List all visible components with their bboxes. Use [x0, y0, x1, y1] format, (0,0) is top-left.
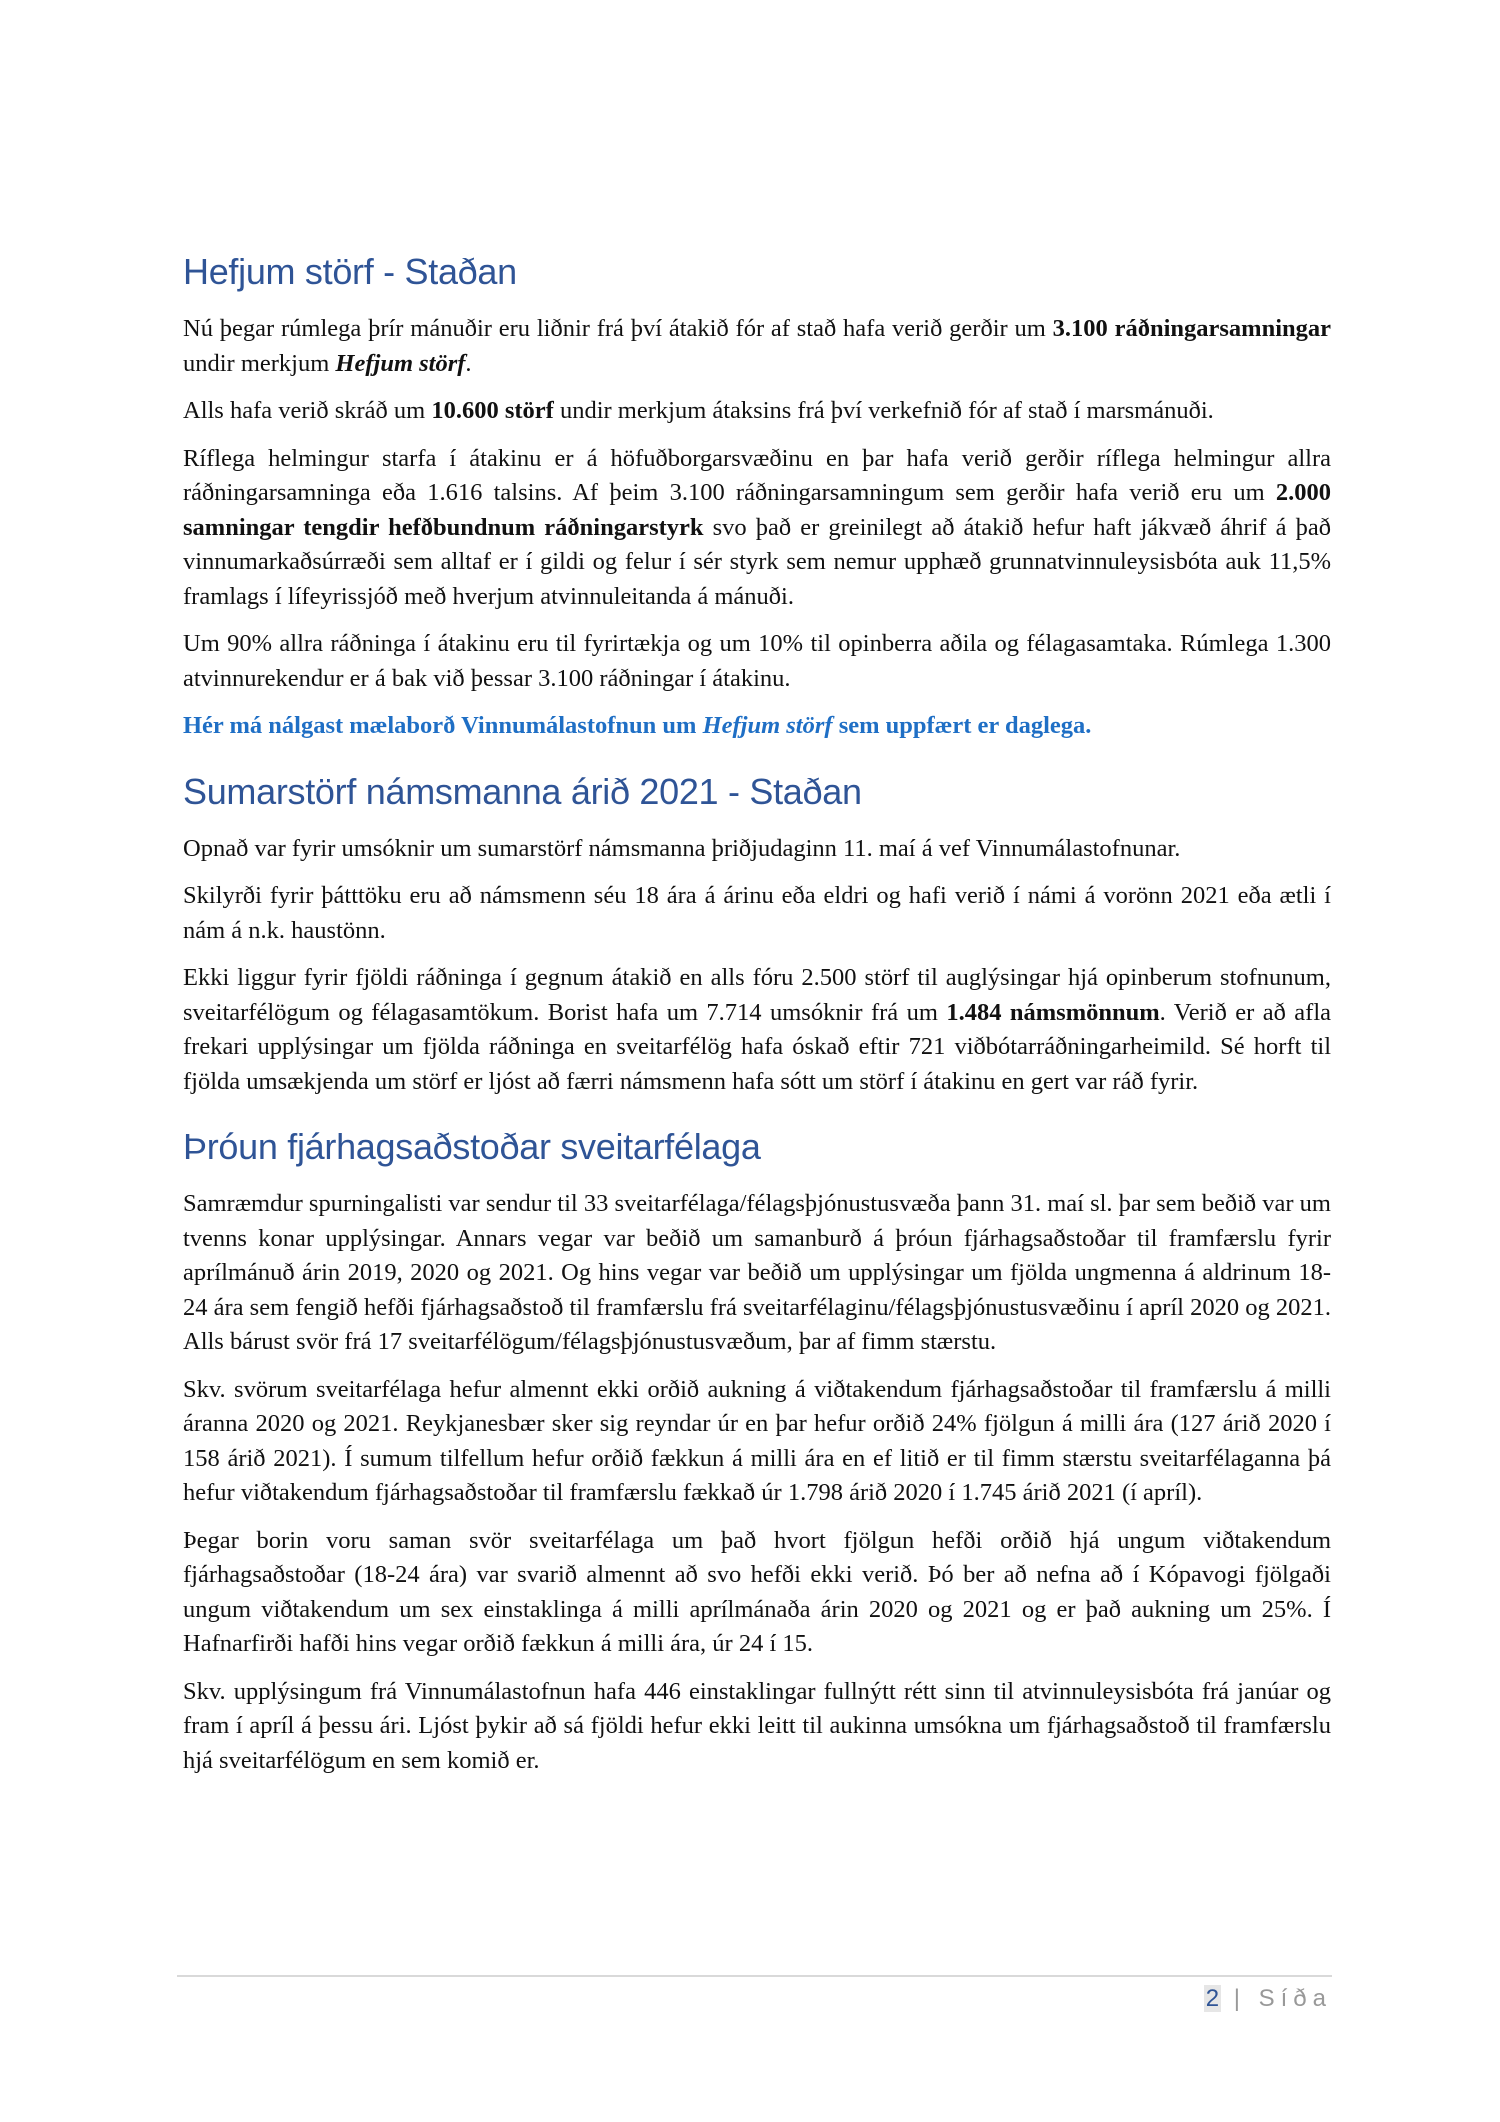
- paragraph: Um 90% allra ráðninga í átakinu eru til fyrirtækja og um 10% til opinberra aðila og félagasamtaka. Rúmlega 1.300 atvinnurekendur er á bak við þessar 3.100 ráðningar í átakinu.: [183, 630, 1331, 692]
- section-heading: Þróun fjárhagsaðstoðar sveitarfélaga: [183, 1126, 761, 1167]
- paragraph: [183, 394, 1331, 429]
- bold-text: 2.000 samningar tengdir hefðbundnum ráðningarstyrk: [183, 479, 1331, 541]
- bold-text: 3.100 ráðningarsamningar: [1052, 315, 1331, 342]
- document-page: [183, 250, 1331, 1791]
- paragraph: Þegar borin voru saman svör sveitarfélaga um það hvort fjölgun hefði orðið hjá ungum viðtakendum fjárhagsaðstoðar (18-24 ára) var svarið almennt að svo hefði ekki verið. Þó ber að nefna að í Kópavogi fjölgaði ungum viðtakendum um sex einstaklinga á milli aprílmánaða árin 2020 og 2021 og er það aukning um 25%. Í Hafnarfirði hafði hins vegar orðið fækkun á milli ára, úr 24 í 15.: [183, 1526, 1331, 1657]
- page-footer: [1204, 1985, 1332, 2013]
- link-text[interactable]: Hér má nálgast mælaborð Vinnumálastofnun um: [183, 712, 703, 739]
- text: svo það er greinilegt að átakið hefur haft jákvæð áhrif á það vinnumarkaðsúrræði sem alltaf er í gildi og felur í sér styrk sem nemur upphæð grunnatvinnuleysisbóta auk 11,5% framlags í lífeyrissjóð með hverjum atvinnuleitanda á mánuði.: [183, 513, 1331, 610]
- section-heading: Sumarstörf námsmanna árið 2021 - Staðan: [183, 770, 862, 812]
- text: Nú þegar rúmlega þrír mánuðir eru liðnir frá því átakið fór af stað hafa verið gerðir um: [183, 315, 1053, 342]
- paragraph: Opnað var fyrir umsóknir um sumarstörf námsmanna þriðjudaginn 11. maí á vef Vinnumálastofnunar.: [183, 834, 1181, 862]
- paragraph: [183, 961, 1331, 1099]
- paragraph: Samræmdur spurningalisti var sendur til 33 sveitarfélaga/félagsþjónustusvæða þann 31. maí sl. þar sem beðið var um tvenns konar upplýsingar. Annars vegar var beðið um samanburð á þróun fjárhagsaðstoðar til framfærslu fyrir aprílmánuð árin 2019, 2020 og 2021. Og hins vegar var beðið um upplýsingar um fjölda ungmenna á aldrinum 18-24 ára sem fengið hefði fjárhagsaðstoð til framfærslu frá sveitarfélaginu/félagsþjónustusvæðinu í apríl 2020 og 2021. Alls bárust svör frá 17 sveitarfélögum/félagsþjónustusvæðum, þar af fimm stærstu.: [183, 1190, 1331, 1355]
- link-text[interactable]: sem uppfært er daglega.: [832, 712, 1092, 739]
- text: Ekki liggur fyrir fjöldi ráðninga í gegnum átakið en alls fóru 2.500 störf til auglýsingar hjá opinberum stofnunum, sveitarfélögum og félagasamtökum. Borist hafa um 7.714 umsóknir frá um: [183, 964, 1331, 1026]
- bold-text: 10.600 störf: [431, 397, 554, 424]
- paragraph: [183, 312, 1331, 381]
- text: undir merkjum: [183, 349, 336, 377]
- paragraph: Skv. svörum sveitarfélaga hefur almennt ekki orðið aukning á viðtakendum fjárhagsaðstoðar til framfærslu á milli áranna 2020 og 2021. Reykjanesbær sker sig reyndar úr en þar hefur orðið 24% fjölgun á milli ára (127 árið 2020 í 158 árið 2021). Í sumum tilfellum hefur orðið fækkun á milli ára en ef litið er til fimm stærstu sveitarfélaganna þá hefur viðtakendum fjárhagsaðstoðar til framfærslu fækkað úr 1.798 árið 2020 í 1.745 árið 2021 (í apríl).: [183, 1375, 1331, 1506]
- bold-text: 1.484 námsmönnum: [946, 998, 1160, 1026]
- text: undir merkjum átaksins frá því verkefnið fór af stað í marsmánuði.: [553, 397, 1214, 424]
- text: Ríflega helmingur starfa í átakinu er á höfuðborgarsvæðinu en þar hafa verið gerðir ríflega helmingur allra ráðningarsamninga eða 1.616 talsins. Af þeim 3.100 ráðningarsamningum sem gerðir hafa verið eru um: [183, 444, 1331, 506]
- dashboard-link[interactable]: [183, 709, 1331, 744]
- footer-divider: [177, 1975, 1332, 1977]
- text: Alls hafa verið skráð um: [183, 397, 432, 424]
- page-number: 2: [1205, 1985, 1220, 2012]
- text: .: [465, 349, 472, 377]
- text: . Verið er að afla frekari upplýsingar um fjölda ráðninga en sveitarfélög hafa óskað eftir 721 viðbótarráðningarheimild. Sé horft til fjölda umsækjenda um störf er ljóst að færri námsmenn hafa sótt um störf í átakinu en gert var ráð fyrir.: [183, 998, 1332, 1095]
- link-italic-text[interactable]: Hefjum störf: [702, 712, 833, 739]
- paragraph: Skv. upplýsingum frá Vinnumálastofnun hafa 446 einstaklingar fullnýtt rétt sinn til atvinnuleysisbóta frá janúar og fram í apríl á þessu ári. Ljóst þykir að sá fjöldi hefur ekki leitt til aukinna umsókna um fjárhagsaðstoð til framfærslu hjá sveitarfélögum en sem komið er.: [183, 1677, 1331, 1774]
- page-label: Síða: [1258, 1985, 1332, 2012]
- paragraph: [183, 442, 1331, 615]
- italic-text: Hefjum störf: [335, 349, 466, 377]
- paragraph: Skilyrði fyrir þátttöku eru að námsmenn séu 18 ára á árinu eða eldri og hafi verið í námi á vorönn 2021 eða ætli í nám á n.k. haustönn.: [183, 882, 1331, 944]
- footer-separator: |: [1233, 1985, 1246, 2012]
- section-heading: Hefjum störf - Staðan: [183, 251, 517, 292]
